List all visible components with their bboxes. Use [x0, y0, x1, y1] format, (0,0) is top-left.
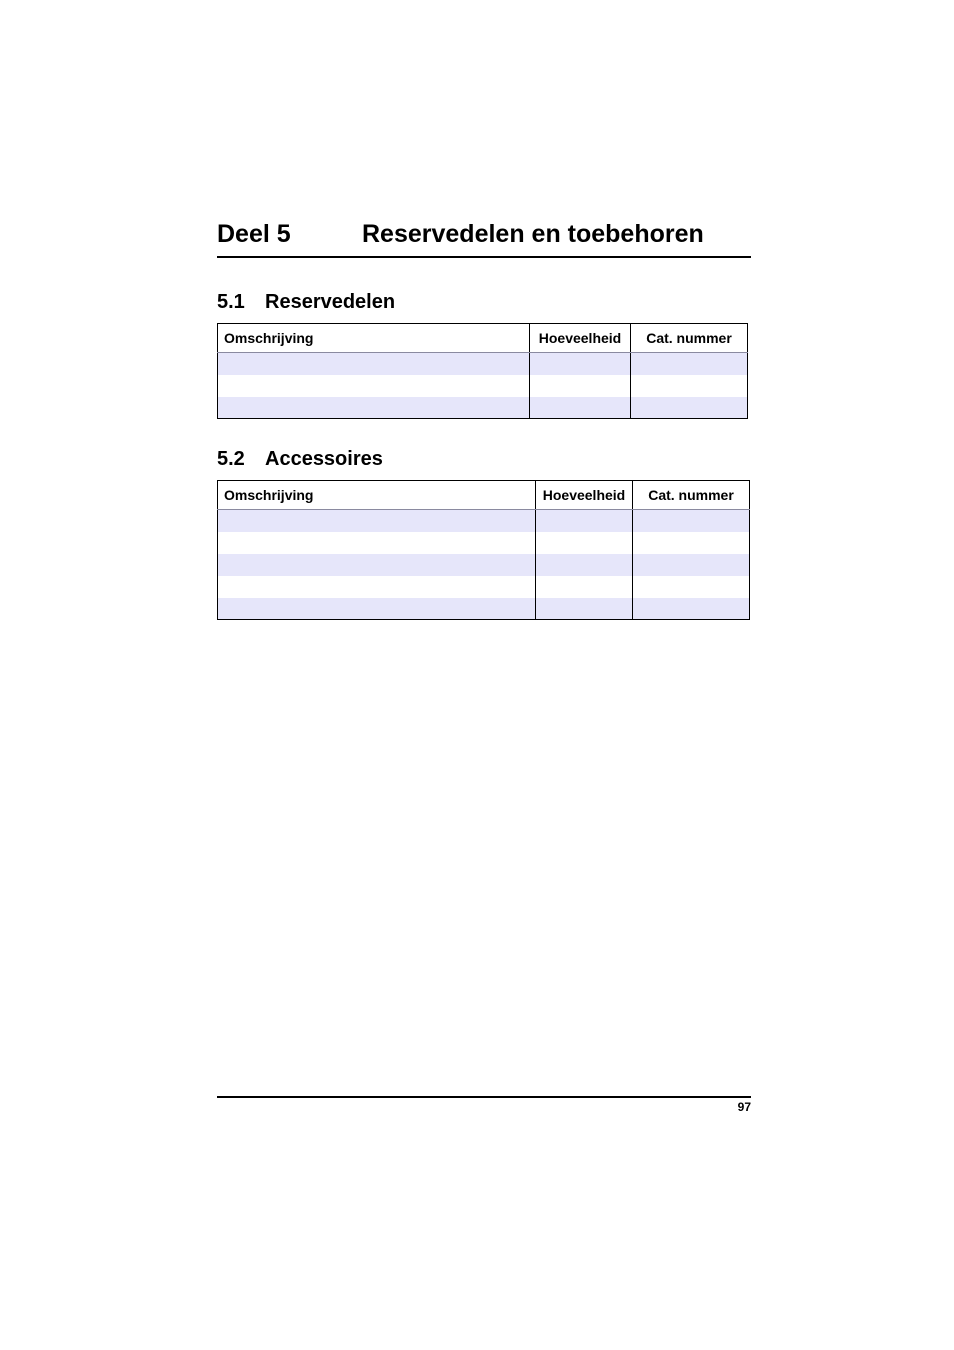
cell-quantity — [536, 598, 633, 620]
cell-quantity — [536, 576, 633, 598]
cell-quantity — [536, 532, 633, 554]
cell-description — [218, 375, 530, 397]
chapter-number: Deel 5 — [217, 220, 291, 248]
cell-description — [218, 532, 536, 554]
footer-divider — [217, 1096, 751, 1098]
cell-quantity — [530, 375, 631, 397]
cell-catalog-number — [631, 353, 748, 375]
cell-description — [218, 397, 530, 419]
column-header-quantity: Hoeveelheid — [536, 481, 633, 510]
cell-catalog-number — [633, 598, 750, 620]
cell-description — [218, 598, 536, 620]
cell-quantity — [536, 510, 633, 532]
column-header-description: Omschrijving — [218, 324, 530, 353]
section-number: 5.2 — [217, 448, 245, 470]
cell-catalog-number — [633, 576, 750, 598]
table-row — [218, 532, 750, 554]
section-heading-reservedelen — [217, 289, 395, 315]
spare-parts-table — [217, 323, 748, 419]
table-row — [218, 353, 748, 375]
column-header-catalog-number: Cat. nummer — [631, 324, 748, 353]
cell-catalog-number — [631, 397, 748, 419]
cell-catalog-number — [633, 532, 750, 554]
accessories-table — [217, 480, 750, 620]
cell-catalog-number — [633, 554, 750, 576]
cell-catalog-number — [633, 510, 750, 532]
table-row — [218, 510, 750, 532]
column-header-description: Omschrijving — [218, 481, 536, 510]
section-title: Accessoires — [265, 448, 383, 470]
table-row — [218, 576, 750, 598]
page-number: 97 — [737, 1100, 751, 1114]
chapter-title: Reservedelen en toebehoren — [362, 220, 704, 248]
table-row — [218, 397, 748, 419]
chapter-heading — [217, 218, 751, 258]
cell-catalog-number — [631, 375, 748, 397]
table-header-row — [218, 481, 750, 510]
table-row — [218, 375, 748, 397]
cell-quantity — [536, 554, 633, 576]
section-heading-accessoires — [217, 446, 383, 472]
cell-quantity — [530, 353, 631, 375]
table-row — [218, 554, 750, 576]
table-row — [218, 598, 750, 620]
column-header-quantity: Hoeveelheid — [530, 324, 631, 353]
cell-description — [218, 353, 530, 375]
table-header-row — [218, 324, 748, 353]
section-number: 5.1 — [217, 291, 245, 313]
section-title: Reservedelen — [265, 291, 396, 313]
cell-description — [218, 554, 536, 576]
cell-description — [218, 576, 536, 598]
column-header-catalog-number: Cat. nummer — [633, 481, 750, 510]
cell-quantity — [530, 397, 631, 419]
cell-description — [218, 510, 536, 532]
